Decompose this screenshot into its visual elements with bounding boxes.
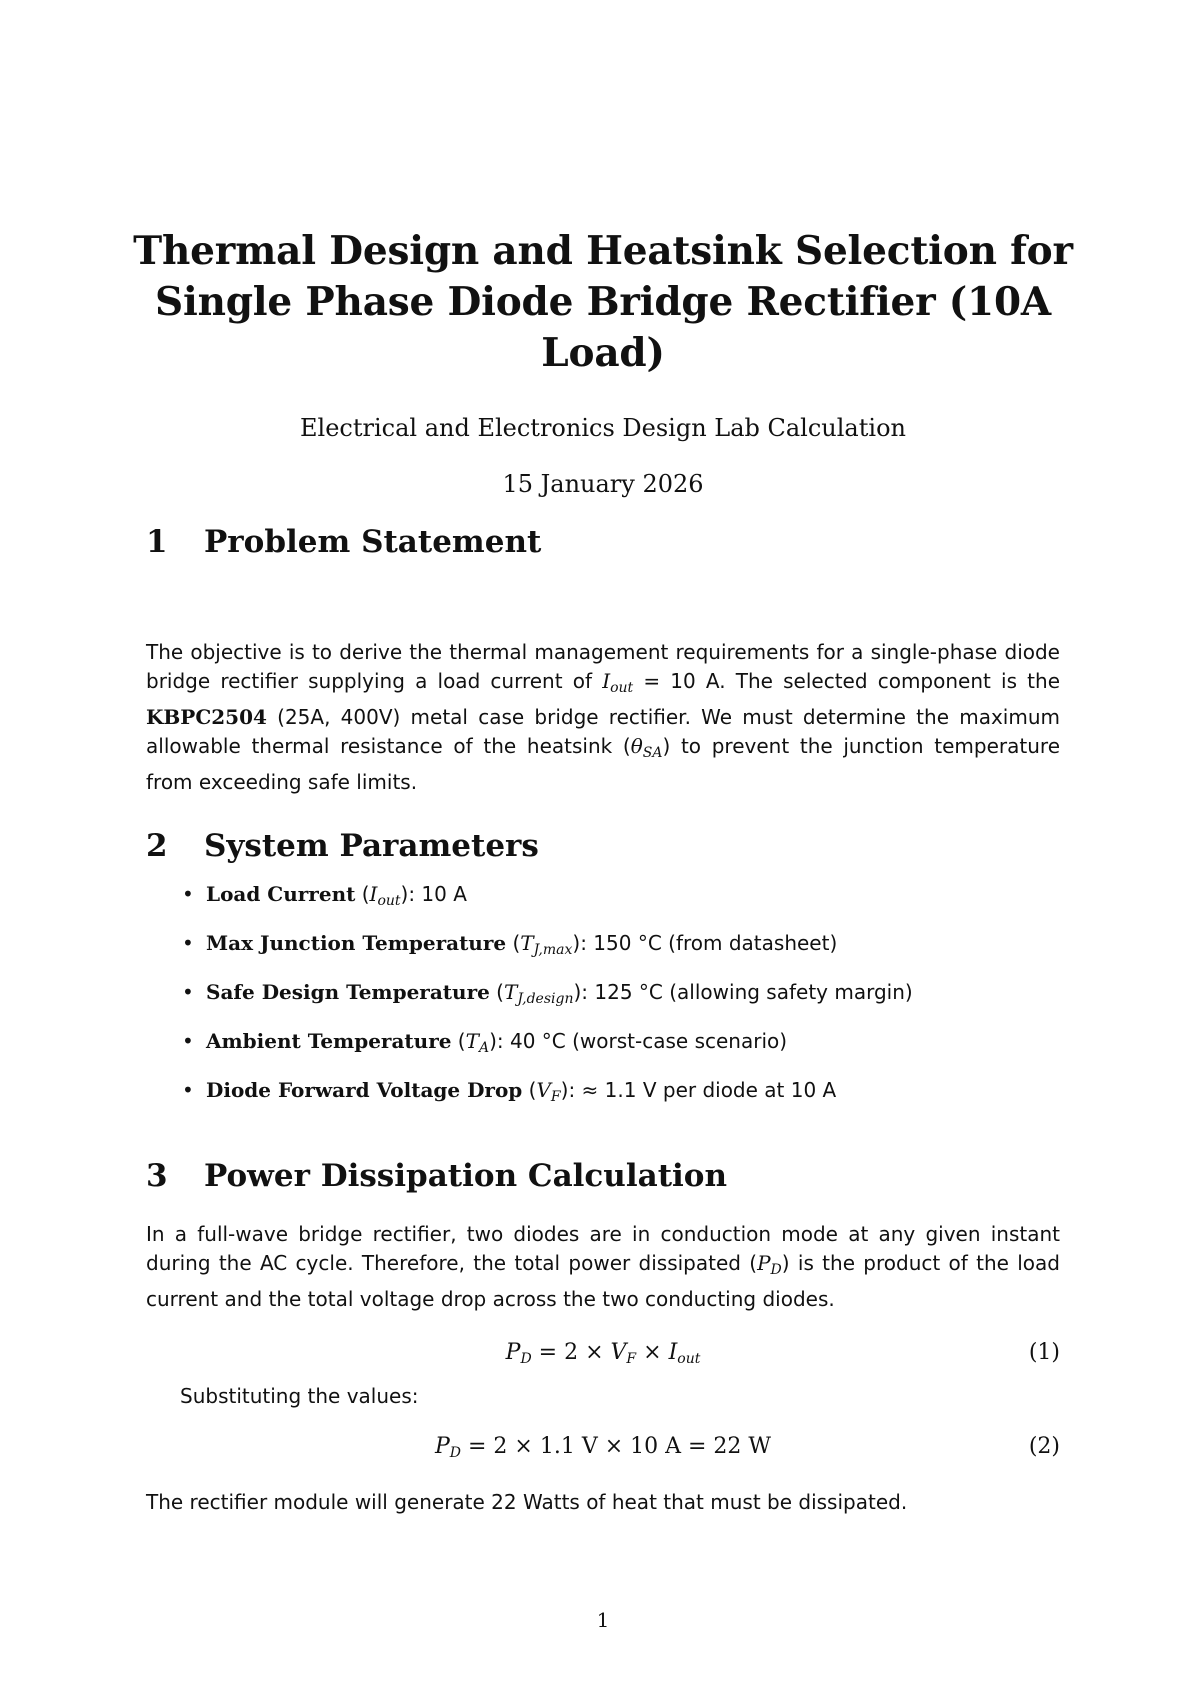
math-subscript: out (610, 680, 634, 696)
text-run: (25A, 400V) metal case bridge rectifier. We must determine the maximum allowable thermal resistance of the heatsink ( (146, 705, 1060, 758)
author-line: Electrical and Electronics Design Lab Calculation (300, 414, 906, 442)
page-number: 1 (596, 1608, 610, 1632)
math-subscript: F (550, 1089, 561, 1105)
math-subscript: out (677, 1351, 701, 1367)
equation-number: (2) (1028, 1434, 1060, 1459)
parameter-label: Ambient Temperature (206, 1029, 452, 1053)
equation-number: (1) (1028, 1340, 1060, 1365)
equation-body (146, 1340, 1060, 1367)
text-run: ) to prevent the junction temperature from exceeding safe limits. (146, 734, 1060, 794)
parameter-value: : ≈ 1.1 V per diode at 10 A (568, 1078, 837, 1102)
parameter-value: : 40 °C (worst-case scenario) (496, 1029, 788, 1053)
bullet-icon: • (182, 882, 194, 906)
bullet-icon: • (182, 1078, 194, 1102)
list-item: • Max Junction Temperature $(T_{J,max})$: 150 °C (from datasheet) (182, 931, 838, 958)
date-line: 15 January 2026 (502, 470, 704, 498)
text-run: ) is the product of the load current and the total voltage drop across the two conducting diodes. (146, 1251, 1060, 1311)
bullet-icon: • (182, 980, 194, 1004)
equation-body (146, 1434, 1060, 1461)
section-number: 3 (146, 1158, 168, 1194)
parameter-list (146, 880, 1060, 1125)
section-title: Problem Statement (204, 524, 542, 560)
bullet-icon: • (182, 931, 194, 955)
math-subscript: out (377, 893, 401, 909)
text-run: = 10 A. The selected component is the (633, 669, 1060, 693)
math-symbol: P (505, 1340, 521, 1365)
document-page (133, 0, 1073, 1696)
page-title: Thermal Design and Heatsink Selection for Single Phase Diode Bridge Rectifier (10A Load) (133, 228, 1073, 376)
math-symbol: T (504, 980, 518, 1004)
bullet-icon: • (182, 1029, 194, 1053)
section-title: System Parameters (204, 828, 539, 864)
section-heading-system-parameters (146, 828, 539, 864)
list-item: • Ambient Temperature $(T_A)$: 40 °C (worst-case scenario) (182, 1029, 788, 1056)
math-subscript: SA (642, 745, 663, 761)
section-number: 1 (146, 524, 168, 560)
math-symbol: θ (630, 734, 643, 758)
parameter-label: Load Current (206, 882, 356, 906)
parameter-label: Safe Design Temperature (206, 980, 490, 1004)
math-symbol: P (757, 1251, 771, 1275)
math-symbol: I (369, 882, 378, 906)
parameter-value: : 125 °C (allowing safety margin) (581, 980, 913, 1004)
parameter-label: Diode Forward Voltage Drop (206, 1078, 523, 1102)
equation-text: = 2 × (531, 1340, 611, 1365)
math-symbol: T (520, 931, 534, 955)
math-symbol: I (668, 1340, 678, 1365)
text-run: The objective is to derive the thermal management requirements for a single-phase diode bridge rectifier supplying a load current of (146, 640, 1060, 693)
math-subscript: D (770, 1262, 782, 1278)
equation-text: = 2 × 1.1 V × 10 A = 22 W (461, 1434, 772, 1459)
component-name: KBPC2504 (146, 705, 267, 729)
conclusion-text: The rectifier module will generate 22 Watts of heat that must be dissipated. (146, 1490, 908, 1514)
math-symbol: P (434, 1434, 450, 1459)
math-symbol: V (536, 1078, 551, 1102)
equation-text: × (636, 1340, 669, 1365)
math-subscript: J,max (533, 942, 573, 958)
section-title: Power Dissipation Calculation (204, 1158, 728, 1194)
math-symbol: I (602, 669, 611, 693)
section-heading-power-dissipation (146, 1158, 727, 1194)
parameter-value: : 150 °C (from datasheet) (580, 931, 838, 955)
list-item: • Load Current $(I_{out})$: 10 A (182, 882, 467, 909)
parameter-label: Max Junction Temperature (206, 931, 507, 955)
parameter-value: : 10 A (408, 882, 467, 906)
list-item: • Safe Design Temperature $(T_{J,design})$: 125 °C (allowing safety margin) (182, 980, 913, 1007)
text-run: In a full-wave bridge rectifier, two diodes are in conduction mode at any given instant during the AC cycle. Therefore, the total power dissipated ( (146, 1222, 1060, 1275)
section-number: 2 (146, 828, 168, 864)
math-subscript: A (478, 1040, 490, 1056)
list-item: • Diode Forward Voltage Drop $(V_F)$: ≈ 1.1 V per diode at 10 A (182, 1078, 837, 1105)
section-heading-problem-statement (146, 524, 541, 560)
substitution-text: Substituting the values: (180, 1384, 419, 1408)
power-dissipation-paragraph (146, 1220, 1060, 1314)
math-subscript: J,design (517, 991, 574, 1007)
math-subscript: F (626, 1351, 637, 1367)
math-symbol: V (610, 1340, 627, 1365)
math-symbol: T (465, 1029, 479, 1053)
math-subscript: D (520, 1351, 532, 1367)
math-subscript: D (449, 1445, 461, 1461)
problem-statement-paragraph (146, 638, 1060, 797)
